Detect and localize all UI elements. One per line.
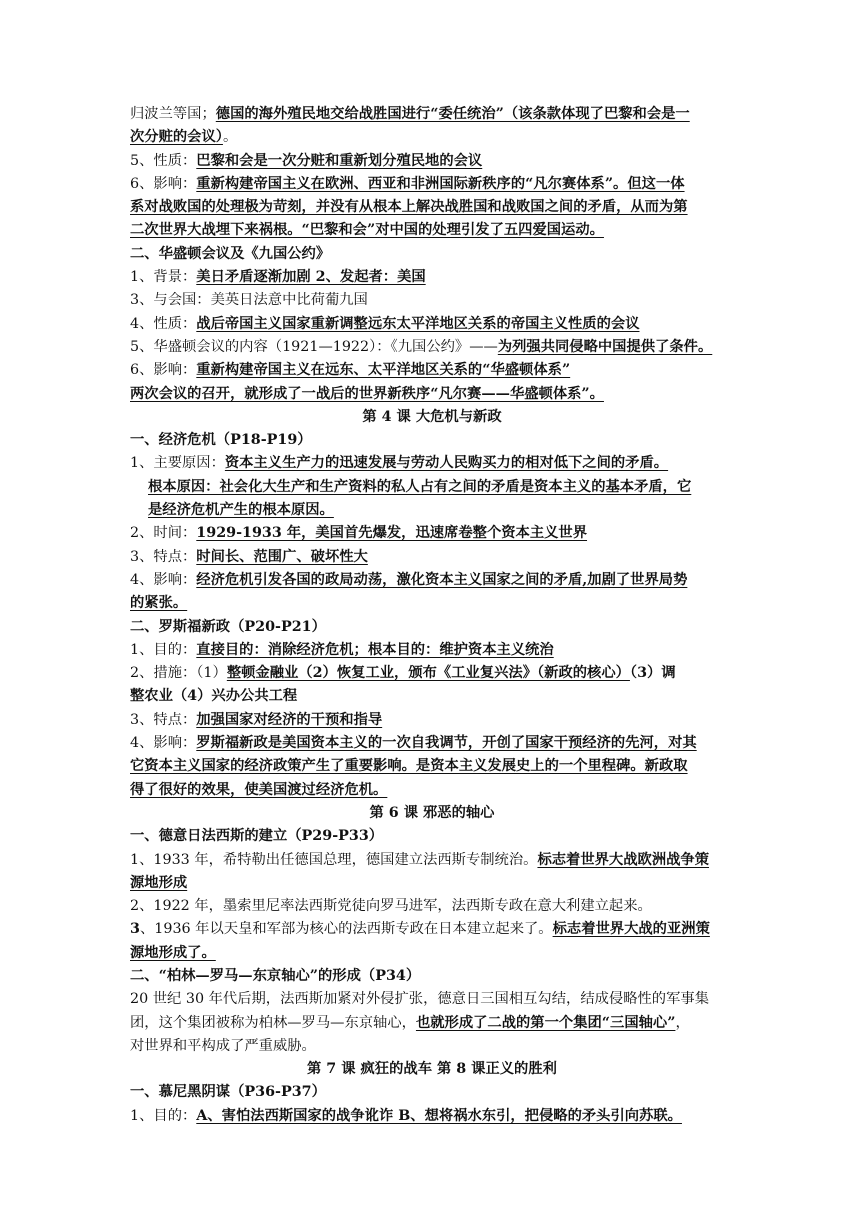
text-line xyxy=(130,1012,734,1035)
text-line xyxy=(130,383,734,406)
section-heading xyxy=(130,965,734,988)
underlined-text: 是经济危机产生的根本原因。 xyxy=(148,502,334,519)
text-run: 归波兰等国； xyxy=(130,106,216,122)
underlined-text: 它资本主义国家的经济政策产生了重要影响。是资本主义发展史上的一个里程碑。新政取 xyxy=(130,758,688,775)
text-line xyxy=(130,942,734,965)
section-heading xyxy=(130,1081,734,1104)
text-run: ， xyxy=(675,1014,690,1031)
underlined-text: A、害怕法西斯国家的战争讹诈 B、想将祸水东引，把侵略的矛头引向苏联。 xyxy=(196,1107,682,1124)
text-line xyxy=(130,499,734,522)
underlined-text: 罗斯福新政是美国资本主义的一次自我调节，开创了国家干预经济的先河，对其 xyxy=(196,735,697,752)
underlined-text: 整顿金融业（2）恢复工业，颁布《工业复兴法》（新政的核心） xyxy=(226,665,630,682)
underlined-text: 重新构建帝国主义在远东、太平洋地区关系的“华盛顿体系” xyxy=(196,362,571,379)
text-run: 2、1922 年，墨索里尼率法西斯党徒向罗马进军，法西斯专政在意大利建立起来。 xyxy=(130,898,652,915)
text-line xyxy=(130,895,734,918)
text-line xyxy=(130,266,734,289)
heading-text: 二、华盛顿会议及《九国公约》 xyxy=(130,245,331,262)
section-heading xyxy=(130,243,734,266)
text-run: 对世界和平构成了严重威胁。 xyxy=(130,1037,316,1054)
text-line xyxy=(130,313,734,336)
text-run: 。 xyxy=(222,129,238,146)
lesson-title-text: 第 7 课 疯狂的战车 第 8 课正义的胜利 xyxy=(307,1061,557,1078)
text-line xyxy=(130,709,734,732)
text-line xyxy=(130,546,734,569)
text-run: 3、特点： xyxy=(130,711,197,728)
text-run: 2、时间： xyxy=(130,525,197,542)
text-line xyxy=(130,103,734,126)
underlined-text: 源地形成 xyxy=(130,874,188,891)
text-run: 3 xyxy=(130,921,140,938)
underlined-text: 源地形成了。 xyxy=(130,944,216,961)
heading-text: 一、慕尼黑阴谋（P36-P37） xyxy=(130,1084,326,1101)
text-line xyxy=(130,639,734,662)
text-run: 1、背景： xyxy=(130,269,197,286)
text-run: 4、性质： xyxy=(130,315,197,332)
section-heading xyxy=(130,429,734,452)
text-line xyxy=(130,150,734,173)
underlined-text: 得了很好的效果，使美国渡过经济危机。 xyxy=(130,781,388,798)
underlined-text: 资本主义生产力的迅速发展与劳动人民购买力的相对低下之间的矛盾。 xyxy=(224,455,669,472)
underlined-text: 德国的海外殖民地交给战胜国进行“委任统治”（该条款体现了巴黎和会是一 xyxy=(215,106,690,122)
underlined-text: 重新构建帝国主义在欧洲、西亚和非洲国际新秩序的“凡尔赛体系”。但这一体 xyxy=(196,175,685,192)
text-run: 20 世纪 30 年代后期，法西斯加紧对外侵扩张，德意日三国相互勾结，结成侵略性的军事集 xyxy=(130,991,709,1008)
text-line xyxy=(130,779,734,802)
document-page xyxy=(130,103,734,1128)
underlined-text: 战后帝国主义国家重新调整远东太平洋地区关系的帝国主义性质的会议 xyxy=(196,315,640,332)
underlined-text: 巴黎和会是一次分赃和重新划分殖民地的会议 xyxy=(196,152,483,169)
text-run: 1、目的： xyxy=(130,641,197,658)
section-heading xyxy=(130,825,734,848)
text-run: 1、目的： xyxy=(130,1107,197,1124)
lesson-title-text: 第 4 课 大危机与新政 xyxy=(362,408,502,425)
text-line xyxy=(130,1035,734,1058)
text-run: 4、影响： xyxy=(130,571,197,588)
text-line xyxy=(130,126,734,149)
underlined-text: 时间长、范围广、破坏性大 xyxy=(196,548,368,565)
text-line xyxy=(130,219,734,242)
underlined-text: 标志着世界大战欧洲战争策 xyxy=(537,851,710,868)
text-line xyxy=(130,173,734,196)
text-run: 5、华盛顿会议的内容（1921—1922）：《九国公约》—— xyxy=(130,338,498,355)
heading-text: 二、“柏林—罗马—东京轴心”的形成（P34） xyxy=(130,967,421,984)
heading-text: 二、罗斯福新政（P20-P21） xyxy=(130,618,326,635)
text-line xyxy=(130,1105,734,1128)
text-line xyxy=(130,755,734,778)
underlined-text: 次分赃的会议） xyxy=(130,129,223,146)
heading-text: 一、德意日法西斯的建立（P29-P33） xyxy=(130,828,384,845)
text-run: 3、与会国：美英日法意中比荷葡九国 xyxy=(130,292,368,309)
underlined-text: 美日矛盾逐渐加剧 2、发起者：美国 xyxy=(196,269,426,286)
text-line xyxy=(130,662,734,685)
text-line xyxy=(130,196,734,219)
lesson-title xyxy=(130,1058,734,1081)
underlined-text: 加强国家对经济的干预和指导 xyxy=(196,711,383,728)
text-run: 5、性质： xyxy=(130,152,197,169)
text-line xyxy=(130,918,734,941)
text-run: 6、影响： xyxy=(130,175,197,192)
text-line xyxy=(130,732,734,755)
text-line xyxy=(130,849,734,872)
text-line xyxy=(130,359,734,382)
text-line xyxy=(130,522,734,545)
text-line xyxy=(130,685,734,708)
underlined-text: 为列强共同侵略中国提供了条件。 xyxy=(497,338,713,355)
text-line xyxy=(130,569,734,592)
text-run: 团，这个集团被称为柏林—罗马—东京轴心， xyxy=(130,1014,416,1031)
text-line xyxy=(130,336,734,359)
underlined-text: 标志着世界大战的亚洲策 xyxy=(552,921,710,938)
heading-text: 一、经济危机（P18-P19） xyxy=(130,432,312,449)
underlined-text: 系对战败国的处理极为苛刻，并没有从根本上解决战胜国和战败国之间的矛盾，从而为第 xyxy=(130,199,688,216)
text-run: 、1936 年以天皇和军部为核心的法西斯专政在日本建立起来了。 xyxy=(139,921,553,938)
text-line xyxy=(130,872,734,895)
text-run: 3、特点： xyxy=(130,548,197,565)
text-run: 4、影响： xyxy=(130,735,197,752)
lesson-title-text: 第 6 课 邪恶的轴心 xyxy=(369,804,495,821)
text-line xyxy=(130,289,734,312)
text-line xyxy=(130,988,734,1011)
text-run: 6、影响： xyxy=(130,362,197,379)
underlined-text: 的紧张。 xyxy=(130,595,188,612)
underlined-text: 二次世界大战埋下来祸根。“巴黎和会”对中国的处理引发了五四爱国运动。 xyxy=(130,222,604,239)
underlined-text: 直接目的：消除经济危机；根本目的：维护资本主义统治 xyxy=(196,641,554,658)
section-heading xyxy=(130,616,734,639)
text-run: （3）调 xyxy=(629,665,676,682)
underlined-text: 也就形成了二战的第一个集团“三国轴心” xyxy=(415,1014,676,1031)
lesson-title xyxy=(130,802,734,825)
underlined-text: 根本原因：社会化大生产和生产资料的私人占有之间的矛盾是资本主义的基本矛盾，它 xyxy=(148,478,692,495)
text-run: 1、主要原因： xyxy=(130,455,225,472)
text-line xyxy=(130,592,734,615)
text-line xyxy=(130,476,734,499)
text-run: 2、措施：（1） xyxy=(130,665,227,682)
text-line xyxy=(130,452,734,475)
text-run: 1、1933 年，希特勒出任德国总理，德国建立法西斯专制统治。 xyxy=(130,851,538,868)
underlined-text: 两次会议的召开，就形成了一战后的世界新秩序“凡尔赛——华盛顿体系”。 xyxy=(130,385,604,402)
underlined-text: 1929-1933 年，美国首先爆发，迅速席卷整个资本主义世界 xyxy=(196,525,588,542)
lesson-title xyxy=(130,406,734,429)
underlined-text: 经济危机引发各国的政局动荡，激化资本主义国家之间的矛盾,加剧了世界局势 xyxy=(196,571,688,588)
text-run: 整农业（4）兴办公共工程 xyxy=(130,688,298,705)
